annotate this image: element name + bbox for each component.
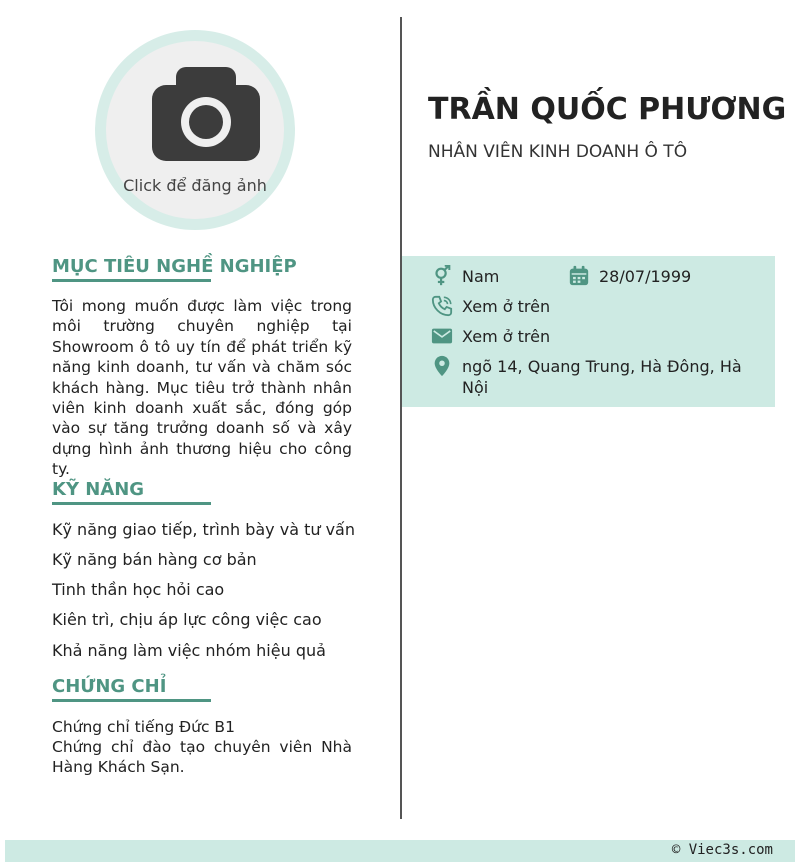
email-value: Xem ở trên	[462, 327, 551, 346]
address-value-cont: Nội	[462, 378, 489, 397]
address-value: ngõ 14, Quang Trung, Hà Đông, Hà	[462, 357, 742, 376]
skill-item: Kiên trì, chịu áp lực công việc cao	[52, 610, 322, 629]
footer-bar	[5, 840, 795, 862]
skill-item: Kỹ năng giao tiếp, trình bày và tư vấn	[52, 520, 355, 539]
certificate-item: Chứng chỉ tiếng Đức B1	[52, 718, 235, 736]
email-icon	[431, 325, 453, 347]
calendar-icon	[568, 265, 590, 287]
skills-underline	[52, 502, 211, 505]
skill-item: Tinh thần học hỏi cao	[52, 580, 225, 599]
skill-item: Kỹ năng bán hàng cơ bản	[52, 550, 257, 569]
objective-title: MỤC TIÊU NGHỀ NGHIỆP	[52, 256, 297, 277]
phone-icon	[431, 295, 453, 317]
photo-upload-caption[interactable]: Click để đăng ảnh	[123, 176, 267, 195]
job-title: NHÂN VIÊN KINH DOANH Ô TÔ	[428, 142, 688, 162]
contact-info-panel	[402, 256, 775, 407]
gender-value: Nam	[462, 267, 500, 286]
gender-icon	[431, 265, 453, 287]
candidate-name: TRẦN QUỐC PHƯƠNG	[428, 92, 787, 127]
certificates-underline	[52, 699, 211, 702]
objective-underline	[52, 279, 211, 282]
column-divider	[400, 17, 402, 819]
skills-title: KỸ NĂNG	[52, 479, 145, 500]
avatar-inner[interactable]	[106, 41, 284, 219]
footer-credit: © Viec3s.com	[671, 842, 773, 858]
certificate-item: Chứng chỉ đào tạo chuyên viên Nhà Hàng Khách Sạn.	[52, 738, 352, 777]
camera-icon	[152, 67, 260, 161]
birthdate-value: 28/07/1999	[599, 267, 692, 286]
location-pin-icon	[431, 355, 453, 377]
phone-value: Xem ở trên	[462, 297, 551, 316]
objective-text: Tôi mong muốn được làm việc trong môi trường chuyên nghiệp tại Showroom ô tô uy tín để phát triển kỹ năng kinh doanh, tư vấn và chăm sóc khách hàng. Mục tiêu trở thành nhân viên kinh doanh xuất sắc, đóng góp vào sự tăng trưởng doanh số và xây dựng hình ảnh thương hiệu cho công ty.	[52, 297, 352, 479]
avatar-placeholder[interactable]	[95, 30, 295, 230]
skill-item: Khả năng làm việc nhóm hiệu quả	[52, 641, 326, 660]
certificates-title: CHỨNG CHỈ	[52, 676, 167, 697]
